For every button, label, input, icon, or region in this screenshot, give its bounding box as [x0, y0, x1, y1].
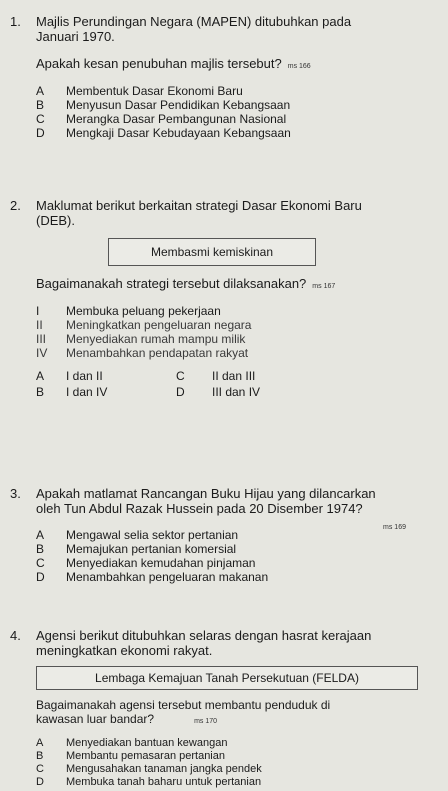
- stem-line: Majlis Perundingan Negara (MAPEN) ditubuhkan pada: [36, 14, 352, 29]
- prompt-text: Apakah kesan penubuhan majlis tersebut?: [36, 56, 282, 71]
- option-a-text[interactable]: I dan II: [66, 369, 103, 383]
- statement-key: III: [36, 332, 47, 346]
- question-2: [10, 198, 440, 400]
- option-key: C: [36, 112, 45, 126]
- option-text: Mengkaji Dasar Kebudayaan Kebangsaan: [66, 126, 291, 140]
- question-2-options: [10, 368, 440, 400]
- page-reference: ms 169: [383, 524, 406, 531]
- option-c-key[interactable]: C: [176, 369, 185, 383]
- option-a[interactable]: [36, 528, 440, 542]
- option-a-key[interactable]: A: [36, 369, 45, 383]
- question-1-stem: [10, 14, 440, 29]
- statement-iv: [36, 346, 440, 360]
- page-reference: ms 170: [194, 718, 218, 725]
- option-b[interactable]: [36, 542, 440, 556]
- question-3-stem: [10, 486, 440, 501]
- statement-iii: [36, 332, 440, 346]
- option-d-text[interactable]: III dan IV: [212, 385, 261, 399]
- option-key: B: [36, 542, 45, 556]
- question-1-options: [10, 84, 440, 140]
- option-key: C: [36, 556, 45, 570]
- prompt-text: Bagaimanakah strategi tersebut dilaksanakan?: [36, 276, 307, 291]
- option-a[interactable]: [36, 737, 440, 750]
- question-3-options: [10, 528, 440, 584]
- statement-text: Menyediakan rumah mampu milik: [66, 332, 246, 346]
- question-number: 1.: [10, 14, 21, 29]
- page-reference: ms 166: [287, 63, 311, 70]
- stem-line: Maklumat berikut berkaitan strategi Dasar Ekonomi Baru: [36, 198, 362, 213]
- statement-text: Membuka peluang pekerjaan: [66, 304, 221, 318]
- option-d[interactable]: [36, 126, 440, 140]
- question-4-stem: [10, 628, 440, 643]
- option-c-text[interactable]: II dan III: [212, 369, 256, 383]
- option-b-text[interactable]: I dan IV: [66, 385, 108, 399]
- question-number: 4.: [10, 628, 21, 643]
- option-c[interactable]: [36, 112, 440, 126]
- option-key: D: [36, 570, 45, 584]
- option-c[interactable]: [36, 556, 440, 570]
- stem-line: meningkatkan ekonomi rakyat.: [36, 643, 213, 658]
- option-b[interactable]: [36, 750, 440, 763]
- question-2-stem: [10, 198, 440, 213]
- option-text: Membantu pemasaran pertanian: [66, 750, 225, 762]
- option-key: A: [36, 528, 45, 542]
- statement-key: IV: [36, 346, 48, 360]
- option-text: Memajukan pertanian komersial: [66, 542, 237, 556]
- statement-key: II: [36, 318, 43, 332]
- option-key: B: [36, 750, 44, 762]
- question-4-options: [10, 737, 440, 789]
- question-2-prompt: [10, 276, 440, 294]
- option-d[interactable]: [36, 570, 440, 584]
- stem-line: Januari 1970.: [36, 29, 115, 44]
- option-key: A: [36, 737, 44, 749]
- option-a[interactable]: [36, 84, 440, 98]
- page-reference-row: [10, 516, 440, 531]
- option-text: Membuka tanah baharu untuk pertanian: [66, 776, 262, 788]
- page-reference: ms 167: [312, 283, 336, 290]
- stem-line: (DEB).: [36, 213, 75, 228]
- option-text: Menyediakan bantuan kewangan: [66, 737, 228, 749]
- option-d[interactable]: [36, 776, 440, 789]
- stem-line: Apakah matlamat Rancangan Buku Hijau yang dilancarkan: [36, 486, 376, 501]
- option-b-key[interactable]: B: [36, 385, 45, 399]
- statement-key: I: [36, 304, 40, 318]
- option-key: B: [36, 98, 45, 112]
- question-1: [10, 14, 440, 140]
- option-key: A: [36, 84, 45, 98]
- question-number: 2.: [10, 198, 21, 213]
- option-d-key[interactable]: D: [176, 385, 185, 399]
- stem-line: oleh Tun Abdul Razak Hussein pada 20 Disember 1974?: [36, 501, 363, 516]
- option-key: D: [36, 776, 44, 788]
- statement-ii: [36, 318, 440, 332]
- option-text: Membentuk Dasar Ekonomi Baru: [66, 84, 243, 98]
- option-text: Mengawal selia sektor pertanian: [66, 528, 239, 542]
- question-3: [10, 486, 440, 584]
- option-key: C: [36, 763, 44, 775]
- info-box: Membasmi kemiskinan: [108, 238, 316, 266]
- question-number: 3.: [10, 486, 21, 501]
- question-4: [10, 628, 440, 789]
- question-4-prompt: [10, 698, 440, 729]
- stem-line: Agensi berikut ditubuhkan selaras dengan hasrat kerajaan: [36, 628, 372, 643]
- statement-text: Meningkatkan pengeluaran negara: [66, 318, 252, 332]
- statement-list: [10, 304, 440, 360]
- option-key: D: [36, 126, 45, 140]
- statement-i: [36, 304, 440, 318]
- option-c[interactable]: [36, 763, 440, 776]
- option-text: Menyediakan kemudahan pinjaman: [66, 556, 256, 570]
- option-text: Menyusun Dasar Pendidikan Kebangsaan: [66, 98, 291, 112]
- option-text: Mengusahakan tanaman jangka pendek: [66, 763, 262, 775]
- prompt-line: kawasan luar bandar?: [36, 712, 155, 726]
- option-b[interactable]: [36, 98, 440, 112]
- question-1-prompt: [10, 56, 440, 74]
- prompt-line: Bagaimanakah agensi tersebut membantu penduduk di: [36, 698, 331, 712]
- option-text: Menambahkan pengeluaran makanan: [66, 570, 269, 584]
- option-text: Merangka Dasar Pembangunan Nasional: [66, 112, 287, 126]
- statement-text: Menambahkan pendapatan rakyat: [66, 346, 249, 360]
- info-box: Lembaga Kemajuan Tanah Persekutuan (FELDA): [36, 666, 418, 690]
